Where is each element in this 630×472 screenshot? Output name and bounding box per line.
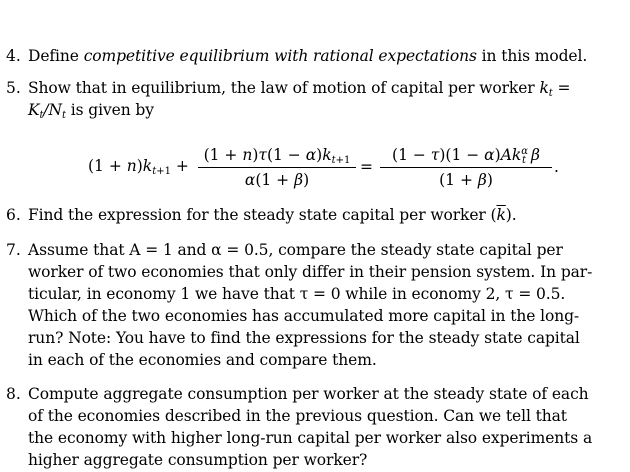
Kt-Nt-symbol: $K_t/N_t$ [28,101,66,121]
item-4-text [28,46,587,66]
equation-end: . [554,158,559,176]
item-4-text-b: in this model. [476,47,588,65]
item-number-6: 6. [6,206,21,224]
item-8-line-2: of the economies described in the previous question. Can we tell that [28,407,567,425]
item-8-line-3: the economy with higher long-run capital per worker also experiments a [28,429,593,447]
item-6-text [28,205,517,225]
item-5-line-2 [28,100,154,120]
item-6-text-a: Find the expression for the steady state capital per worker ( [28,206,497,224]
kt-symbol: $k_t$ [539,79,553,99]
equation-lhs-term: $(1 + n)k_{t+1}$ + [88,157,189,177]
item-4-emphasis: competitive equilibrium with rational expectations [83,47,477,65]
item-number-4: 4. [6,47,21,65]
lhs-fraction-bar [198,167,356,168]
item-7-line-4: Which of the two economies has accumulated more capital in the long- [28,307,580,325]
equation-rhs-denominator: (1 + β) [439,171,493,189]
item-5-text-a: Show that in equilibrium, the law of motion of capital per worker [28,79,540,97]
item-5-text-b: is given by [70,101,154,119]
item-4-text-a: Define [28,47,84,65]
item-7-line-1: Assume that A = 1 and α = 0.5, compare the steady state capital per [28,241,563,259]
equation-equals: = [360,158,373,176]
rhs-fraction-bar [380,167,552,168]
equation-lhs-numerator: $(1 + n)\tau(1 - \alpha)k_{t+1}$ [203,146,351,166]
equation-rhs-numerator: $(1 - \tau)(1 - \alpha)Ak^\alpha_t$ β [392,146,540,166]
item-7-line-3: ticular, in economy 1 we have that τ = 0 while in economy 2, τ = 0.5. [28,285,566,303]
item-8-line-4: higher aggregate consumption per worker? [28,451,368,469]
item-number-7: 7. [6,241,21,259]
item-7-line-6: in each of the economies and compare them. [28,351,377,369]
kbar-symbol: $\overline{k}$ [496,206,506,224]
item-number-5: 5. [6,79,21,97]
item-6-text-b: ). [505,206,517,224]
item-7-line-5: run? Note: You have to find the expressions for the steady state capital [28,329,580,347]
item-5-line-1: Show that in equilibrium, the law of motion of capital per worker $k_t$ = [28,79,571,99]
item-7-line-2: worker of two economies that only differ in their pension system. In par- [28,263,593,281]
item-number-8: 8. [6,385,21,403]
item-8-line-1: Compute aggregate consumption per worker at the steady state of each [28,385,589,403]
equation-lhs-denominator: α(1 + β) [244,171,310,189]
